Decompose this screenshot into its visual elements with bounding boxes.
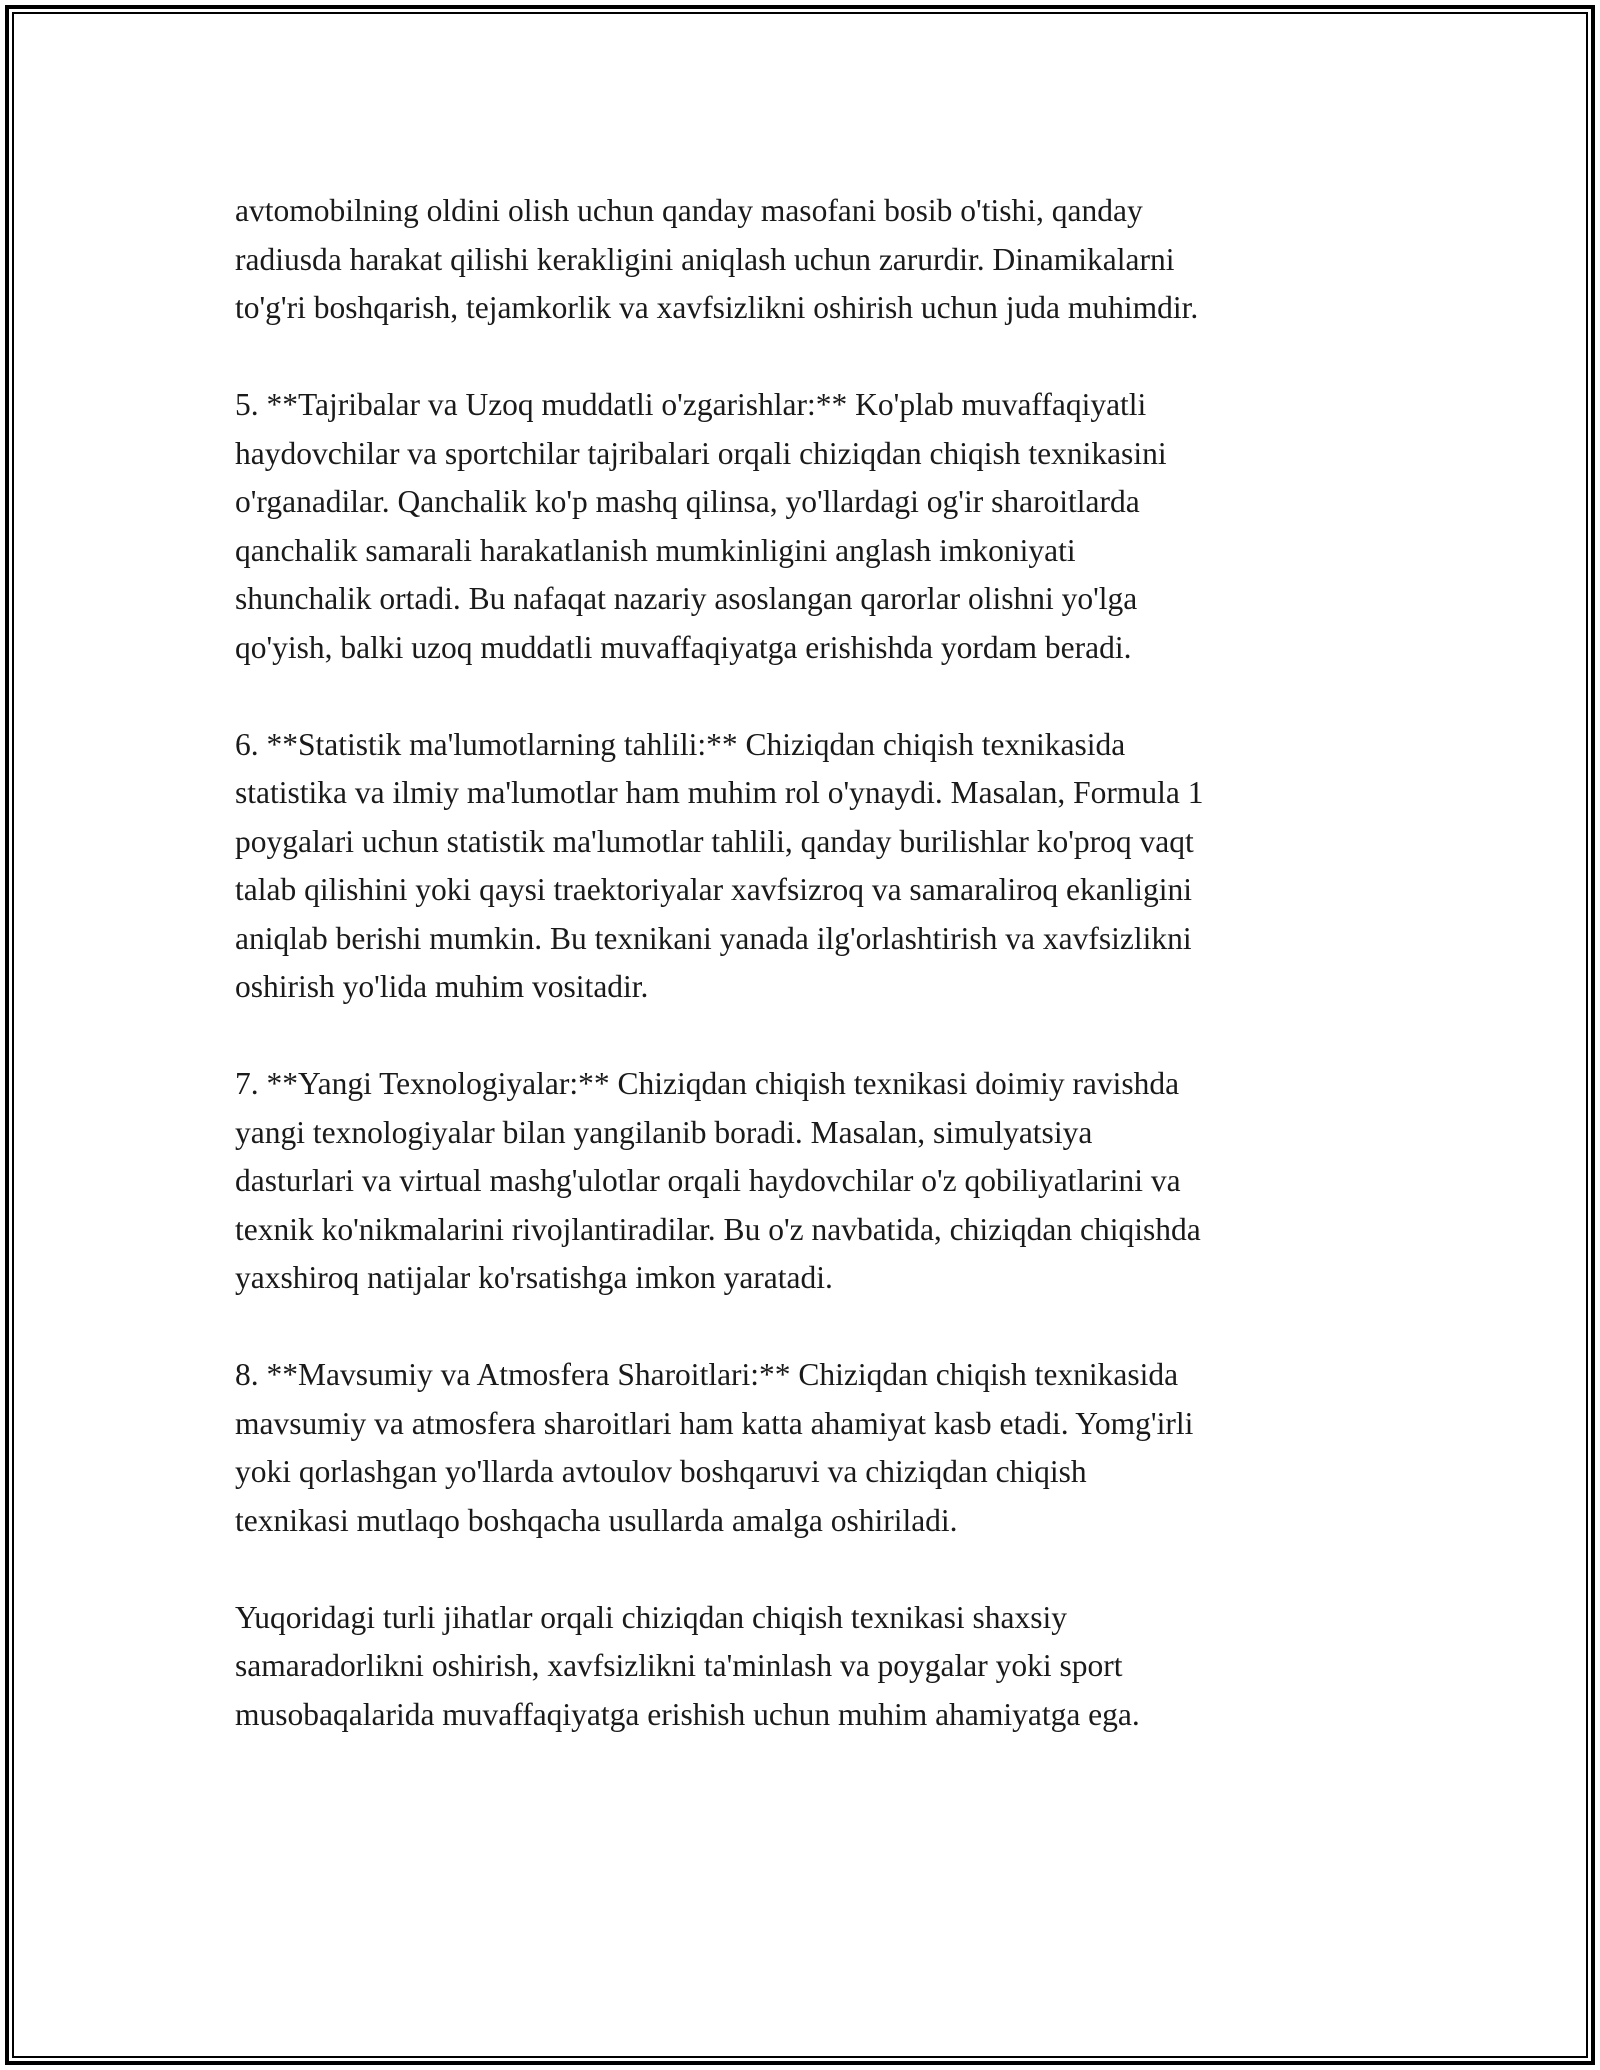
document-body [235, 187, 1365, 1788]
paragraph-conclusion: Yuqoridagi turli jihatlar orqali chiziqdan chiqish texnikasi shaxsiy samaradorlikni oshirish, xavfsizlikni ta'minlash va poygalar yoki sport musobaqalarida muvaffaqiyatga erishish uchun muhim ahamiyatga ega. [235, 1599, 1140, 1732]
paragraph-continuation: avtomobilning oldini olish uchun qanday masofani bosib o'tishi, qanday radiusda harakat qilishi kerakligini aniqlash uchun zarurdir. Dinamikalarni to'g'ri boshqarish, tejamkorlik va xavfsizlikni oshirish uchun juda muhimdir. [235, 193, 1199, 325]
paragraph-item-5: 5. **Tajribalar va Uzoq muddatli o'zgarishlar:** Ko'plab muvaffaqiyatli haydovchilar va sportchilar tajribalari orqali chiziqdan chiqish texnikasini o'rganadilar. Qanchalik ko'p mashq qilinsa, yo'llardagi og'ir sharoitlarda qanchalik samarali harakatlanish mumkinligini anglash imkoniyati shunchalik ortadi. Bu nafaqat nazariy asoslangan qarorlar olishni yo'lga qo'yish, balki uzoq muddatli muvaffaqiyatga erishishda yordam beradi. [235, 387, 1167, 665]
paragraph-item-7: 7. **Yangi Texnologiyalar:** Chiziqdan chiqish texnikasi doimiy ravishda yangi texnologiyalar bilan yangilanib boradi. Masalan, simulyatsiya dasturlari va virtual mashg'ulotlar orqali haydovchilar o'z qobiliyatlarini va texnik ko'nikmalarini rivojlantiradilar. Bu o'z navbatida, chiziqdan chiqishda yaxshiroq natijalar ko'rsatishga imkon yaratadi. [235, 1066, 1201, 1295]
paragraph-item-6: 6. **Statistik ma'lumotlarning tahlili:** Chiziqdan chiqish texnikasida statistika va ilmiy ma'lumotlar ham muhim rol o'ynaydi. Masalan, Formula 1 poygalari uchun statistik ma'lumotlar tahlili, qanday burilishlar ko'proq vaqt talab qilishini yoki qaysi traektoriyalar xavfsizroq va samaraliroq ekanligini aniqlab berishi mumkin. Bu texnikani yanada ilg'orlashtirish va xavfsizlikni oshirish yo'lida muhim vositadir. [235, 726, 1204, 1004]
paragraph-item-8: 8. **Mavsumiy va Atmosfera Sharoitlari:** Chiziqdan chiqish texnikasida mavsumiy va atmosfera sharoitlari ham katta ahamiyat kasb etadi. Yomg'irli yoki qorlashgan yo'llarda avtoulov boshqaruvi va chiziqdan chiqish texnikasi mutlaqo boshqacha usullarda amalga oshiriladi. [235, 1357, 1194, 1538]
